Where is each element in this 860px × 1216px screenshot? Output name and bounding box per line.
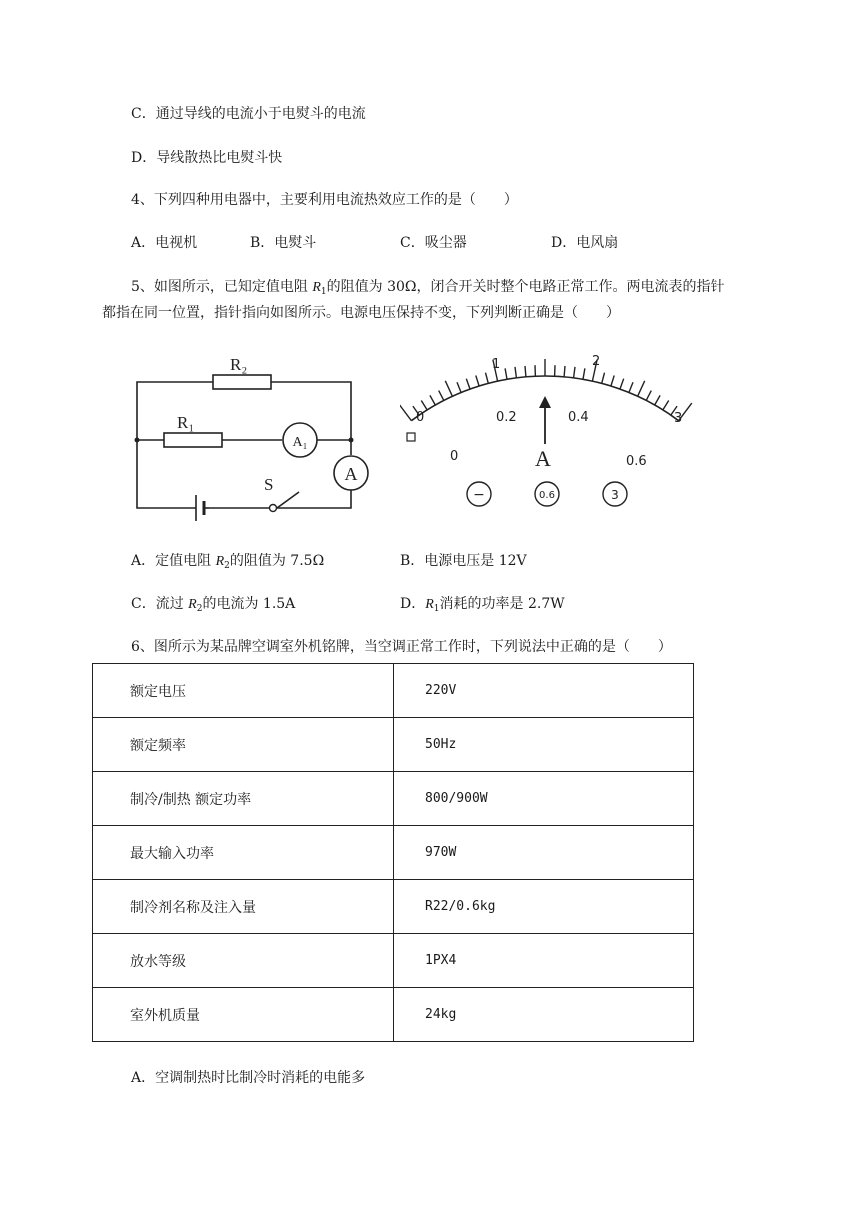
table-key: 室外机质量 bbox=[93, 988, 394, 1042]
dial-tick bbox=[421, 401, 427, 410]
q3-option-d: D．导线散热比电熨斗快 bbox=[131, 150, 283, 166]
table-key: 制冷/制热 额定功率 bbox=[93, 772, 394, 826]
dial-tick bbox=[574, 367, 575, 378]
q5-stem-line1 bbox=[131, 277, 725, 302]
dial-tick bbox=[439, 391, 444, 401]
meter-unit-label: A bbox=[535, 446, 551, 471]
q5-option-c bbox=[131, 594, 295, 619]
terminal-negative-label: − bbox=[473, 487, 485, 503]
dial-tick bbox=[663, 401, 669, 410]
dial-tick bbox=[515, 367, 516, 378]
q5-option-a-pre: A．定值电阻 bbox=[131, 553, 216, 569]
scale-bottom-06: 0.6 bbox=[626, 454, 647, 469]
table-value: 24kg bbox=[394, 988, 694, 1042]
table-key: 最大输入功率 bbox=[93, 826, 394, 880]
table-value: R22/0.6kg bbox=[394, 880, 694, 934]
wire-top-right bbox=[271, 382, 351, 440]
dial-tick bbox=[400, 403, 411, 421]
q5-stem-line2: 都指在同一位置，指针指向如图所示。电源电压保持不变，下列判断正确是（ ） bbox=[102, 305, 620, 321]
dial-tick bbox=[611, 376, 614, 387]
nameplate-table bbox=[92, 663, 694, 1042]
scale-top-2: 2 bbox=[592, 354, 601, 369]
q5-option-d-sub: 1 bbox=[433, 604, 440, 614]
q5-option-d-pre: D． bbox=[400, 596, 426, 612]
dial-tick bbox=[602, 373, 605, 384]
label-a: A bbox=[344, 464, 358, 484]
q5-option-a-var: R bbox=[215, 554, 225, 569]
label-s: S bbox=[264, 475, 274, 494]
table-value: 50Hz bbox=[394, 718, 694, 772]
zero-adjust-icon bbox=[407, 433, 415, 441]
switch-contact bbox=[270, 505, 277, 512]
terminal-3-label: 3 bbox=[611, 488, 619, 502]
q5-option-a bbox=[131, 551, 324, 576]
q4-option-b: B．电熨斗 bbox=[250, 235, 317, 251]
junction-left bbox=[135, 438, 140, 443]
dial-tick bbox=[525, 366, 526, 377]
q6-stem: 6、图所示为某品牌空调室外机铭牌，当空调正常工作时，下列说法中正确的是（ ） bbox=[131, 639, 672, 655]
q5-option-b: B．电源电压是 12V bbox=[400, 553, 527, 569]
dial-tick bbox=[505, 368, 507, 379]
circuit-diagram bbox=[124, 350, 374, 530]
table-row bbox=[93, 880, 694, 934]
table-row bbox=[93, 718, 694, 772]
junction-right bbox=[349, 438, 354, 443]
dial-tick bbox=[486, 373, 489, 384]
table-row bbox=[93, 772, 694, 826]
meter-pointer-head bbox=[539, 396, 551, 408]
terminal-06-label: 0.6 bbox=[539, 490, 555, 501]
q5-stem-post: 的阻值为 30Ω，闭合开关时整个电路正常工作。两电流表的指针 bbox=[326, 279, 725, 295]
label-a1: A₁ bbox=[292, 435, 308, 450]
dial-tick bbox=[564, 366, 565, 377]
q5-stem-var: R bbox=[312, 280, 321, 295]
q5-option-d-var: R bbox=[425, 597, 434, 612]
scale-bottom-04: 0.4 bbox=[568, 410, 589, 425]
table-row bbox=[93, 988, 694, 1042]
table-row bbox=[93, 826, 694, 880]
q5-option-a-post: 的阻值为 7.5Ω bbox=[229, 553, 325, 569]
wire-top-left bbox=[137, 382, 213, 440]
q5-option-d-post: 消耗的功率是 2.7W bbox=[439, 596, 565, 612]
scale-top-0: 0 bbox=[416, 410, 425, 425]
label-r2: R₂ bbox=[230, 355, 248, 374]
q5-option-c-pre: C．流过 bbox=[131, 596, 189, 612]
q3-option-c: C．通过导线的电流小于电熨斗的电流 bbox=[131, 106, 366, 122]
dial-tick bbox=[476, 376, 479, 387]
scale-top-3: 3 bbox=[674, 411, 683, 426]
table-value: 220V bbox=[394, 664, 694, 718]
dial-tick bbox=[445, 381, 452, 397]
scale-bottom-0: 0 bbox=[450, 449, 459, 464]
wire-bottom-left bbox=[137, 440, 196, 508]
label-r1: R₁ bbox=[177, 413, 195, 432]
table-value: 1PX4 bbox=[394, 934, 694, 988]
table-value: 800/900W bbox=[394, 772, 694, 826]
dial-tick bbox=[646, 391, 651, 401]
q6-option-a: A．空调制热时比制冷时消耗的电能多 bbox=[131, 1070, 366, 1086]
table-key: 额定电压 bbox=[93, 664, 394, 718]
dial-tick bbox=[466, 379, 470, 389]
q5-option-c-sub: 2 bbox=[196, 604, 203, 614]
q4-option-a: A．电视机 bbox=[131, 235, 198, 251]
scale-top-1: 1 bbox=[492, 357, 501, 372]
q5-option-a-sub: 2 bbox=[224, 561, 230, 571]
dial-tick bbox=[638, 381, 645, 397]
scale-bottom-02: 0.2 bbox=[496, 410, 517, 425]
switch-lever bbox=[277, 492, 299, 508]
q5-option-c-var: R bbox=[188, 597, 197, 612]
q5-option-c-post: 的电流为 1.5A bbox=[202, 596, 296, 612]
dial-tick bbox=[620, 379, 624, 389]
dial-tick bbox=[629, 382, 633, 392]
table-row bbox=[93, 664, 694, 718]
dial-tick bbox=[583, 368, 585, 379]
table-key: 制冷剂名称及注入量 bbox=[93, 880, 394, 934]
q4-option-d: D．电风扇 bbox=[551, 235, 619, 251]
table-key: 放水等级 bbox=[93, 934, 394, 988]
q4-stem: 4、下列四种用电器中，主要利用电流热效应工作的是（ ） bbox=[131, 192, 518, 208]
dial-tick bbox=[655, 395, 660, 405]
resistor-r1 bbox=[164, 433, 222, 447]
q4-option-c: C．吸尘器 bbox=[400, 235, 467, 251]
ammeter-dial bbox=[400, 348, 700, 520]
dial-tick bbox=[430, 395, 435, 405]
dial-tick bbox=[457, 382, 461, 392]
resistor-r2 bbox=[213, 375, 271, 389]
table-row bbox=[93, 934, 694, 988]
q5-stem-sub: 1 bbox=[320, 287, 327, 297]
q5-option-d bbox=[400, 594, 565, 619]
table-key: 额定频率 bbox=[93, 718, 394, 772]
table-value: 970W bbox=[394, 826, 694, 880]
q5-stem-pre: 5、如图所示，已知定值电阻 bbox=[131, 279, 313, 295]
